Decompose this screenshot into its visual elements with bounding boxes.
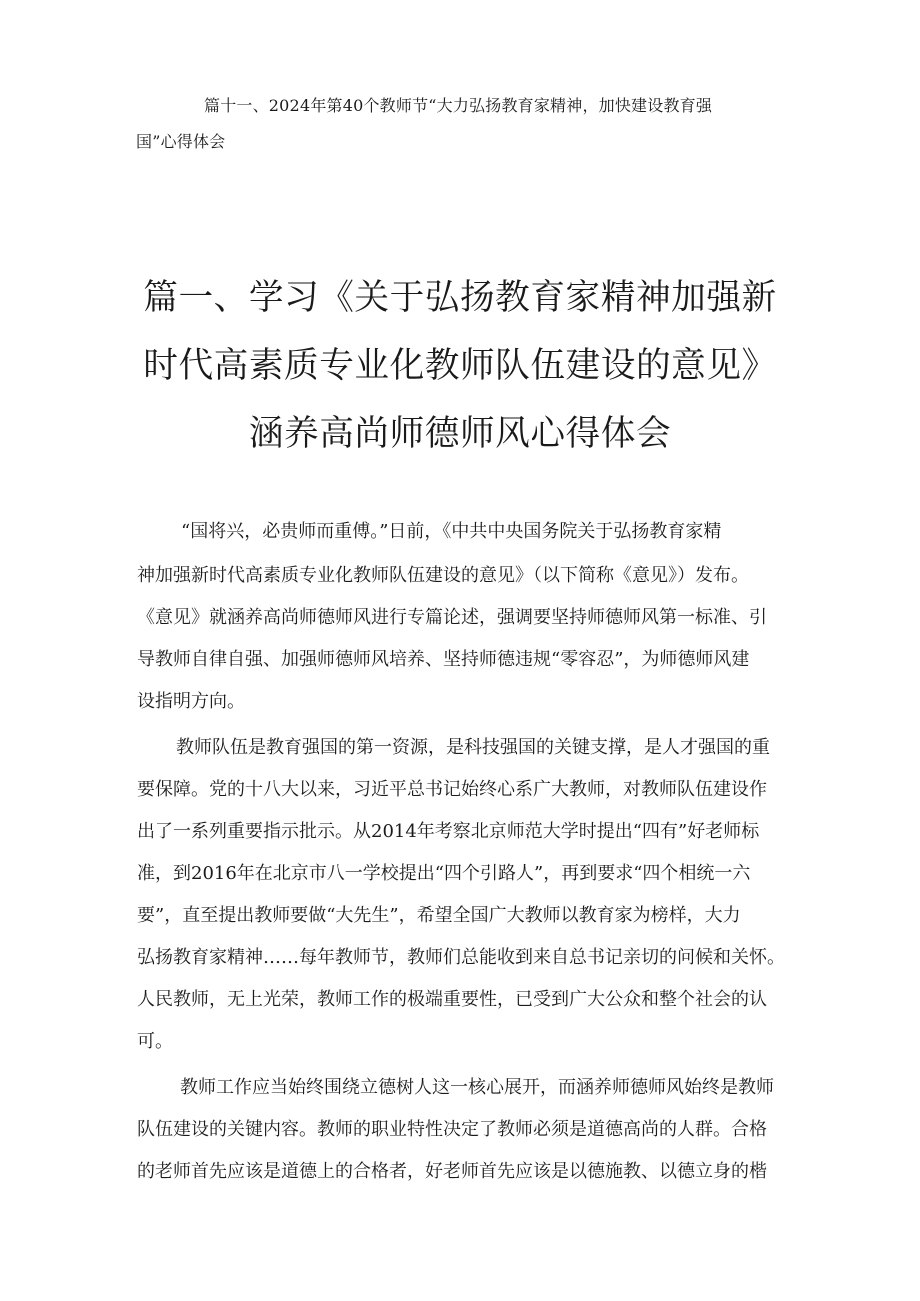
header-line-1: 篇十一、2024年第40个教师节“大力弘扬教育家精神，加快建设教育强 [204, 96, 713, 115]
paragraph-2-line-3: 出了一系列重要指示批示。从2014年考察北京师范大学时提出“四有”好老师标 [137, 821, 760, 842]
paragraph-3-line-3: 的老师首先应该是道德上的合格者，好老师首先应该是以德施教、以德立身的楷 [137, 1161, 767, 1182]
paragraph-1-line-3: 《意见》就涵养高尚师德师风进行专篇论述，强调要坚持师德师风第一标准、引 [137, 607, 767, 628]
paragraph-1-line-5: 设指明方向。 [137, 691, 245, 712]
header-line-2: 国”心得体会 [136, 132, 226, 151]
paragraph-3-line-1: 教师工作应当始终围绕立德树人这一核心展开，而涵养师德师风始终是教师 [180, 1077, 774, 1098]
paragraph-2-line-6: 弘扬教育家精神……每年教师节，教师们总能收到来自总书记亲切的问候和关怀。 [137, 947, 785, 968]
paragraph-2-line-5: 要”，直至提出教师要做“大先生”，希望全国广大教师以教育家为榜样，大力 [137, 905, 741, 926]
paragraph-1-line-4: 导教师自律自强、加强师德师风培养、坚持师德违规“零容忍”，为师德师风建 [137, 649, 750, 670]
paragraph-2-line-7: 人民教师，无上光荣，教师工作的极端重要性，已受到广大公众和整个社会的认 [137, 989, 767, 1010]
paragraph-3-line-2: 队伍建设的关键内容。教师的职业特性决定了教师必须是道德高尚的人群。合格 [137, 1119, 767, 1140]
paragraph-2-line-1: 教师队伍是教育强国的第一资源，是科技强国的关键支撑，是人才强国的重 [176, 737, 770, 758]
document-title-line-3: 涵养高尚师德师风心得体会 [248, 414, 672, 454]
document-title-line-1: 篇一、学习《关于弘扬教育家精神加强新 [143, 278, 777, 318]
paragraph-1-line-2: 神加强新时代高素质专业化教师队伍建设的意见》（以下简称《意见》）发布。 [137, 565, 749, 586]
paragraph-2-line-4: 准，到2016年在北京市八一学校提出“四个引路人”，再到要求“四个相统一六 [137, 863, 751, 884]
paragraph-2-line-8: 可。 [137, 1031, 173, 1052]
document-title-line-2: 时代高素质专业化教师队伍建设的意见》 [143, 346, 777, 386]
paragraph-2-line-2: 要保障。党的十八大以来，习近平总书记始终心系广大教师，对教师队伍建设作 [137, 779, 767, 800]
paragraph-1-line-1: “国将兴，必贵师而重傅。”日前，《中共中央国务院关于弘扬教育家精 [181, 521, 722, 542]
